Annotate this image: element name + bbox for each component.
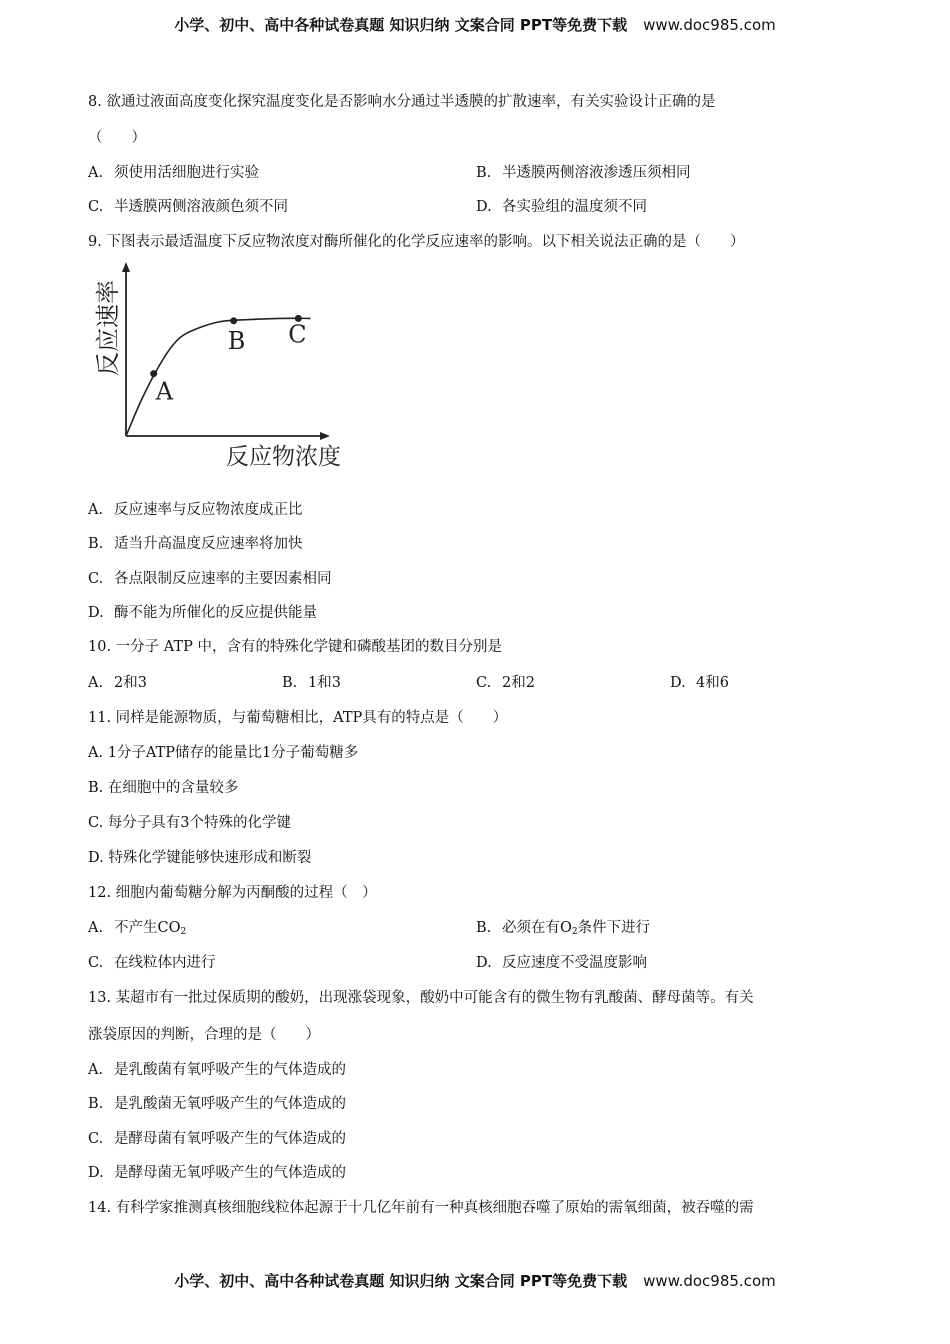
q8-option-c[interactable]: C. 半透膜两侧溶液颜色须不同 [88, 199, 288, 215]
q10-option-a[interactable]: A. 2和3 [88, 675, 147, 691]
page-header [0, 14, 950, 35]
q13-option-c[interactable]: C. 是酵母菌有氧呼吸产生的气体造成的 [88, 1131, 346, 1147]
q8-option-b[interactable]: B. 半透膜两侧溶液渗透压须相同 [476, 165, 691, 181]
q9-stem: 9. 下图表示最适温度下反应物浓度对酶所催化的化学反应速率的影响。以下相关说法正确的是（ ） [88, 234, 745, 250]
point-label-a: A [155, 377, 174, 406]
q8-answer-paren: （ ） [88, 130, 146, 146]
x-axis-arrow [320, 432, 330, 440]
q12-stem: 12. 细胞内葡萄糖分解为丙酮酸的过程（ ） [88, 885, 377, 901]
rate-concentration-chart [88, 258, 368, 473]
q13-option-a[interactable]: A. 是乳酸菌有氧呼吸产生的气体造成的 [88, 1062, 346, 1078]
q8-option-d[interactable]: D. 各实验组的温度须不同 [476, 199, 647, 215]
q10-option-c[interactable]: C. 2和2 [476, 675, 535, 691]
point-label-b: B [227, 326, 246, 355]
header-title: 小学、初中、高中各种试卷真题 知识归纳 文案合同 PPT等免费下载 [174, 16, 628, 34]
q8-stem: 8. 欲通过液面高度变化探究温度变化是否影响水分通过半透膜的扩散速率，有关实验设计正确的是 [88, 94, 716, 110]
q11-option-c[interactable]: C. 每分子具有3个特殊的化学键 [88, 815, 292, 831]
page-footer [0, 1270, 950, 1291]
q11-option-a[interactable]: A. 1分子ATP储存的能量比1分子葡萄糖多 [88, 745, 359, 761]
q13-stem-line2: 涨袋原因的判断，合理的是（ ） [88, 1027, 320, 1043]
q9-option-d[interactable]: D. 酶不能为所催化的反应提供能量 [88, 605, 317, 621]
q11-stem: 11. 同样是能源物质，与葡萄糖相比，ATP具有的特点是（ ） [88, 710, 508, 726]
q12-option-b[interactable]: B. 必须在有$O_2$条件下进行 [476, 920, 651, 937]
point-b [230, 317, 237, 324]
q13-option-b[interactable]: B. 是乳酸菌无氧呼吸产生的气体造成的 [88, 1096, 346, 1112]
footer-site-link[interactable]: www.doc985.com [643, 1272, 776, 1290]
q13-stem-line1: 13. 某超市有一批过保质期的酸奶，出现涨袋现象，酸奶中可能含有的微生物有乳酸菌、酵母菌等。有关 [88, 990, 754, 1006]
point-label-c: C [288, 320, 307, 349]
q10-stem: 10. 一分子 ATP 中，含有的特殊化学键和磷酸基团的数目分别是 [88, 639, 502, 655]
q9-option-b[interactable]: B. 适当升高温度反应速率将加快 [88, 536, 303, 552]
q9-option-a[interactable]: A. 反应速率与反应物浓度成正比 [88, 502, 303, 518]
q14-stem: 14. 有科学家推测真核细胞线粒体起源于十几亿年前有一种真核细胞吞噬了原始的需氧细菌，被吞噬的需 [88, 1200, 754, 1216]
q11-option-d[interactable]: D. 特殊化学键能够快速形成和断裂 [88, 850, 312, 866]
q11-option-b[interactable]: B. 在细胞中的含量较多 [88, 780, 239, 796]
y-axis-arrow [122, 262, 130, 272]
q12-option-a[interactable]: A. 不产生$CO_2$ [88, 920, 187, 937]
q12-option-c[interactable]: C. 在线粒体内进行 [88, 955, 216, 971]
footer-title: 小学、初中、高中各种试卷真题 知识归纳 文案合同 PPT等免费下载 [174, 1272, 628, 1290]
q10-option-d[interactable]: D. 4和6 [670, 675, 729, 691]
q13-option-d[interactable]: D. 是酵母菌无氧呼吸产生的气体造成的 [88, 1165, 346, 1181]
y-axis-label: 反应速率 [94, 280, 122, 376]
header-site-link[interactable]: www.doc985.com [643, 16, 776, 34]
point-a [150, 370, 157, 377]
q8-option-a[interactable]: A. 须使用活细胞进行实验 [88, 165, 259, 181]
q9-option-c[interactable]: C. 各点限制反应速率的主要因素相同 [88, 571, 332, 587]
q12-option-d[interactable]: D. 反应速度不受温度影响 [476, 955, 647, 971]
x-axis-label: 反应物浓度 [226, 444, 341, 470]
rate-curve [126, 318, 311, 436]
q10-option-b[interactable]: B. 1和3 [282, 675, 341, 691]
